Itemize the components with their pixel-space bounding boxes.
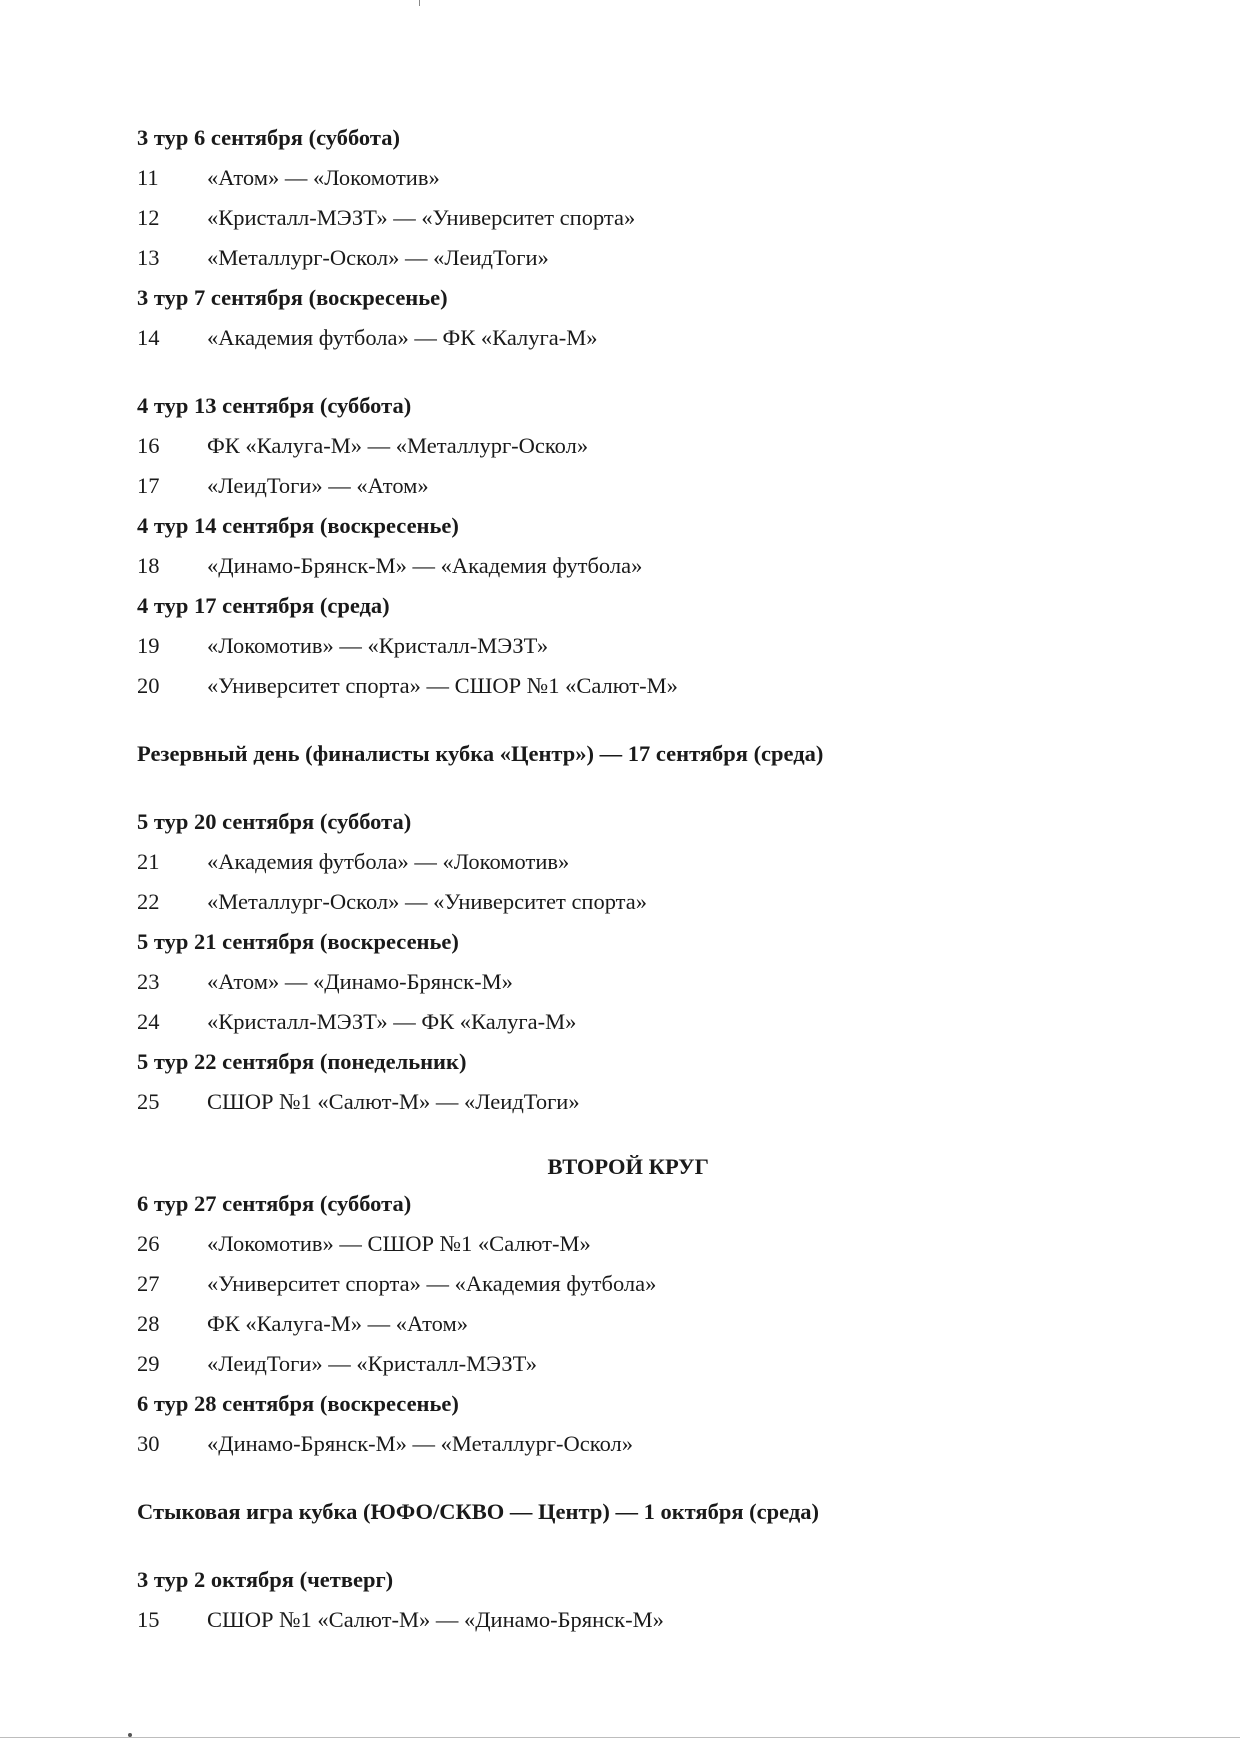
match-number: 30: [137, 1431, 160, 1456]
match-teams: «ЛеидТоги» — «Атом»: [207, 473, 429, 498]
section-spacer: [137, 1122, 1137, 1150]
match-number: 27: [137, 1271, 160, 1296]
match-teams: ФК «Калуга-М» — «Атом»: [207, 1311, 468, 1336]
match-number: 13: [137, 245, 160, 270]
match-number: 18: [137, 553, 160, 578]
match-number: 24: [137, 1009, 160, 1034]
match-teams: «Кристалл-МЭЗТ» — ФК «Калуга-М»: [207, 1009, 577, 1034]
section-spacer: [137, 1532, 1137, 1560]
round-date-heading: 5 тур 20 сентября (суббота): [137, 809, 412, 834]
match-row: [137, 882, 1137, 922]
section-spacer: [137, 774, 1137, 802]
page-bottom-rule: [0, 1737, 1240, 1738]
schedule-document: [137, 118, 1137, 1640]
match-number: 12: [137, 205, 160, 230]
match-row: [137, 666, 1137, 706]
match-teams: «Университет спорта» — СШОР №1 «Салют-М»: [207, 673, 678, 698]
round-date-heading: 3 тур 6 сентября (суббота): [137, 125, 400, 150]
match-teams: «Локомотив» — «Кристалл-МЭЗТ»: [207, 633, 549, 658]
match-row: [137, 466, 1137, 506]
match-row: [137, 1424, 1137, 1464]
match-number: 28: [137, 1311, 160, 1336]
round-date-heading: 5 тур 21 сентября (воскресенье): [137, 929, 459, 954]
section-spacer: [137, 706, 1137, 734]
round-date-heading: 3 тур 2 октября (четверг): [137, 1567, 394, 1592]
scan-dot: [128, 1733, 132, 1737]
match-row: [137, 1224, 1137, 1264]
match-row: [137, 842, 1137, 882]
match-teams: «Металлург-Оскол» — «ЛеидТоги»: [207, 245, 549, 270]
match-teams: «Динамо-Брянск-М» — «Академия футбола»: [207, 553, 643, 578]
match-number: 15: [137, 1607, 160, 1632]
match-teams: «Университет спорта» — «Академия футбола»: [207, 1271, 657, 1296]
match-row: [137, 1304, 1137, 1344]
round-title: ВТОРОЙ КРУГ: [547, 1154, 709, 1179]
match-number: 22: [137, 889, 160, 914]
match-number: 11: [137, 165, 159, 190]
match-number: 16: [137, 433, 160, 458]
match-number: 25: [137, 1089, 160, 1114]
match-row: [137, 962, 1137, 1002]
match-row: [137, 158, 1137, 198]
match-number: 21: [137, 849, 160, 874]
match-row: [137, 1002, 1137, 1042]
match-teams: «Динамо-Брянск-М» — «Металлург-Оскол»: [207, 1431, 633, 1456]
match-number: 23: [137, 969, 160, 994]
section-spacer: [137, 1464, 1137, 1492]
match-row: [137, 198, 1137, 238]
round-date-heading: 3 тур 7 сентября (воскресенье): [137, 285, 448, 310]
scan-mark-top: [419, 0, 420, 6]
match-teams: «Атом» — «Локомотив»: [207, 165, 440, 190]
special-day-heading: Стыковая игра кубка (ЮФО/СКВО — Центр) — 1 октября (среда): [137, 1499, 819, 1524]
match-row: [137, 318, 1137, 358]
match-teams: «Академия футбола» — ФК «Калуга-М»: [207, 325, 598, 350]
special-day-heading: Резервный день (финалисты кубка «Центр») — 17 сентября (среда): [137, 741, 824, 766]
match-row: [137, 1600, 1137, 1640]
match-row: [137, 238, 1137, 278]
section-spacer: [137, 358, 1137, 386]
match-row: [137, 1264, 1137, 1304]
match-teams: СШОР №1 «Салют-М» — «ЛеидТоги»: [207, 1089, 580, 1114]
match-teams: «Академия футбола» — «Локомотив»: [207, 849, 570, 874]
match-teams: ФК «Калуга-М» — «Металлург-Оскол»: [207, 433, 589, 458]
match-row: [137, 426, 1137, 466]
round-date-heading: 4 тур 17 сентября (среда): [137, 593, 390, 618]
round-date-heading: 4 тур 13 сентября (суббота): [137, 393, 412, 418]
match-number: 20: [137, 673, 160, 698]
match-teams: «Металлург-Оскол» — «Университет спорта»: [207, 889, 648, 914]
match-teams: «Кристалл-МЭЗТ» — «Университет спорта»: [207, 205, 636, 230]
match-row: [137, 1082, 1137, 1122]
round-date-heading: 6 тур 27 сентября (суббота): [137, 1191, 412, 1216]
match-teams: «Локомотив» — СШОР №1 «Салют-М»: [207, 1231, 591, 1256]
match-teams: СШОР №1 «Салют-М» — «Динамо-Брянск-М»: [207, 1607, 664, 1632]
round-date-heading: 5 тур 22 сентября (понедельник): [137, 1049, 467, 1074]
match-number: 17: [137, 473, 160, 498]
round-date-heading: 4 тур 14 сентября (воскресенье): [137, 513, 459, 538]
round-date-heading: 6 тур 28 сентября (воскресенье): [137, 1391, 459, 1416]
match-number: 19: [137, 633, 160, 658]
match-teams: «Атом» — «Динамо-Брянск-М»: [207, 969, 513, 994]
match-number: 26: [137, 1231, 160, 1256]
match-number: 29: [137, 1351, 160, 1376]
match-row: [137, 546, 1137, 586]
match-number: 14: [137, 325, 160, 350]
match-row: [137, 626, 1137, 666]
match-row: [137, 1344, 1137, 1384]
match-teams: «ЛеидТоги» — «Кристалл-МЭЗТ»: [207, 1351, 537, 1376]
